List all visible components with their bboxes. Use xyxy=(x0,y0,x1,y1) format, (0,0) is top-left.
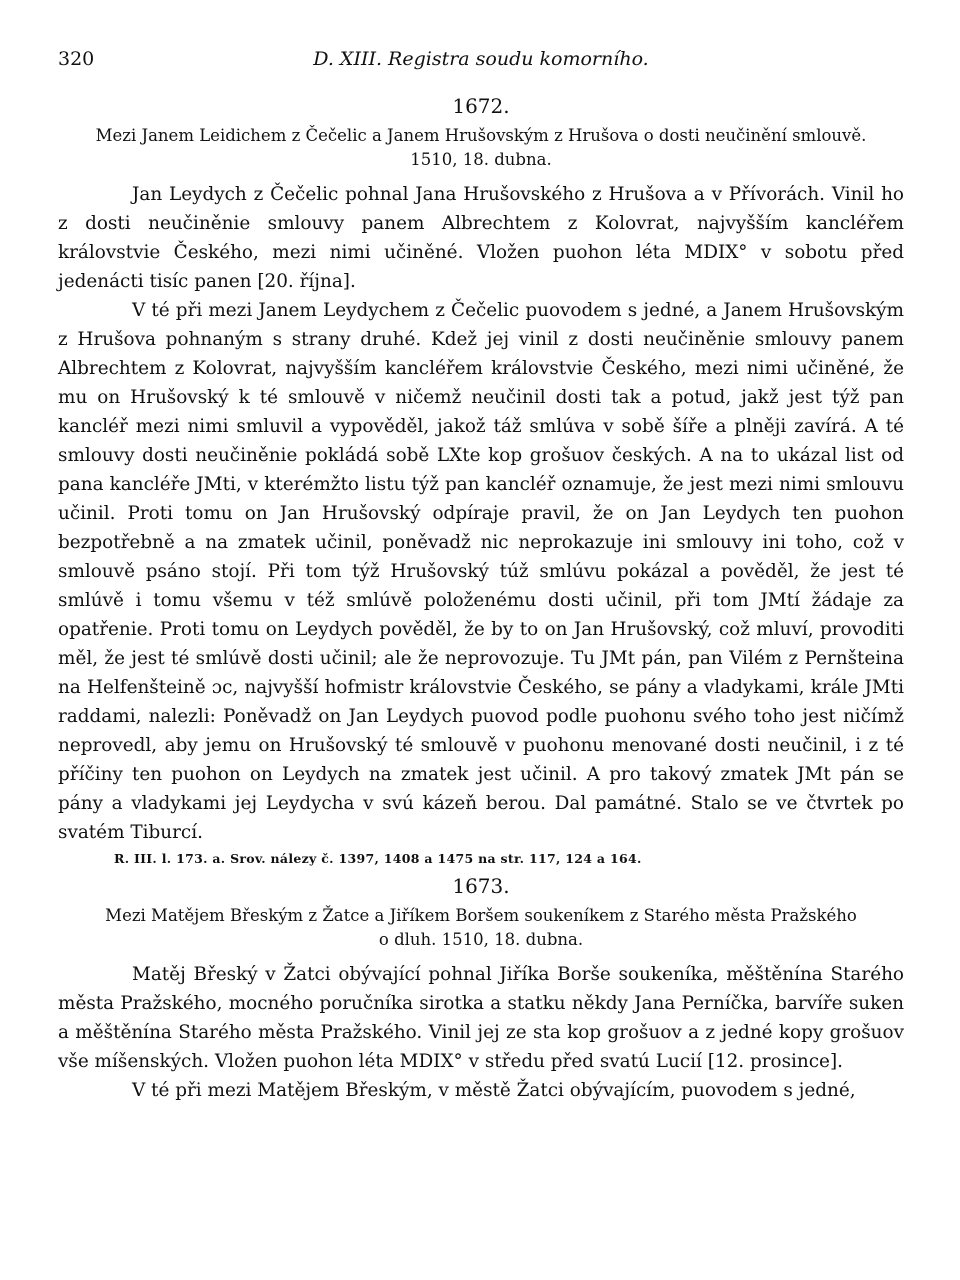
paragraph: Jan Leydych z Čečelic pohnal Jana Hrušovského z Hrušova a v Přívorách. Vinil ho z dosti neučiněnie smlouvy panem Albrechtem z Kolovrat, najvyšším kancléřem královstvie Českého, mezi nimi učiněné. Vložen puohon léta MDIX° v sobotu před jedenácti tisíc panen [20. října]. xyxy=(58,184,904,292)
document-number: 1673. xyxy=(452,874,510,898)
heading-line: Mezi Matějem Břeským z Žatce a Jiříkem Boršem soukeníkem z Starého města Pražského xyxy=(105,906,857,925)
paragraph: V té při mezi Janem Leydychem z Čečelic puovodem s jedné, a Janem Hrušovským z Hrušova pohnaným s strany druhé. Kdež jej vinil z dosti neučiněnie smlouvy panem Albrechtem z Kolovrat, najvyšším kancléřem královstvie Českého, mezi nimi učiněné, že mu on Hrušovský k té smlouvě v ničemž neučinil dosti tak a potud, jakž jest týž pan kancléř mezi nimi smluvil a vypověděl, jakož táž smlúva v sobě šíře a plněji zavírá. A té smlouvy dosti neučiněnie pokládá sobě LXte kop grošuov českých. A na to ukázal list od pana kancléře JMti, v kterémžto listu týž pan kancléř oznamuje, že jest mezi nimi smlouvu učinil. Proti tomu on Jan Hrušovský odpíraje pravil, že on Jan Leydych ten puohon bezpotřebně a na zmatek učinil, poněvadž nic neprokazuje ini smlouvy ini toho, což v smlouvě psáno stojí. Při tom týž Hrušovský túž smlúvu pokázal a pověděl, že jest té smlúvě i tomu všemu v též smlúvě položenému dosti učinil, při tom JMtí žádaje za opatřenie. Proti tomu on Leydych pověděl, že by to on Jan Hrušovský, což mluví, provoditi měl, že jest té smlúvě dosti učinil; ale že neprovozuje. Tu JMt pán, pan Vilém z Pernšteina na Helfenšteině ɔc, najvyšší hofmistr královstvie Českého, se pány a vladykami, krále JMti raddami, nalezli: Poněvadž on Jan Leydych puovod podle puohonu svého toho jest ničímž neprovedl, aby jemu on Hrušovský té smlouvě v puohonu menované dosti neučinil, i z té příčiny ten puohon on Leydych na zmatek jest učinil. A pro takový zmatek JMt pán se pány a vladykami jej Leydycha v svú kázeň berou. Dal památné. Stalo se ve čtvrtek po svatém Tiburcí. xyxy=(58,300,904,843)
source-note: R. III. l. 173. a. Srov. nálezy č. 1397, 1408 a 1475 na str. 117, 124 a 164. xyxy=(114,851,642,866)
running-title: D. XIII. Registra soudu komorního. xyxy=(313,48,649,70)
document-heading xyxy=(58,124,904,172)
document-number: 1672. xyxy=(452,94,510,118)
paragraph: V té při mezi Matějem Břeským, v městě Žatci obývajícím, puovodem s jedné, xyxy=(132,1080,856,1101)
heading-line: Mezi Janem Leidichem z Čečelic a Janem Hrušovským z Hrušova o dosti neučinění smlouvě. xyxy=(95,126,867,145)
heading-date: o dluh. 1510, 18. dubna. xyxy=(378,930,584,949)
running-header xyxy=(58,40,904,80)
document-entry xyxy=(58,874,904,1105)
heading-date: 1510, 18. dubna. xyxy=(410,150,552,169)
paragraph: Matěj Břeský v Žatci obývající pohnal Jiříka Borše soukeníka, měštěnína Starého města Pražského, mocného poručníka sirotka a statku někdy Jana Perníčka, barvíře suken a měštěnína Starého města Pražského. Vinil jej ze sta kop grošuov a z jedné kopy grošuov vše míšenských. Vložen puohon léta MDIX° v středu před svatú Lucií [12. prosince]. xyxy=(58,964,904,1072)
document-entry xyxy=(58,94,904,866)
document-heading xyxy=(58,904,904,952)
page-number: 320 xyxy=(58,48,95,70)
